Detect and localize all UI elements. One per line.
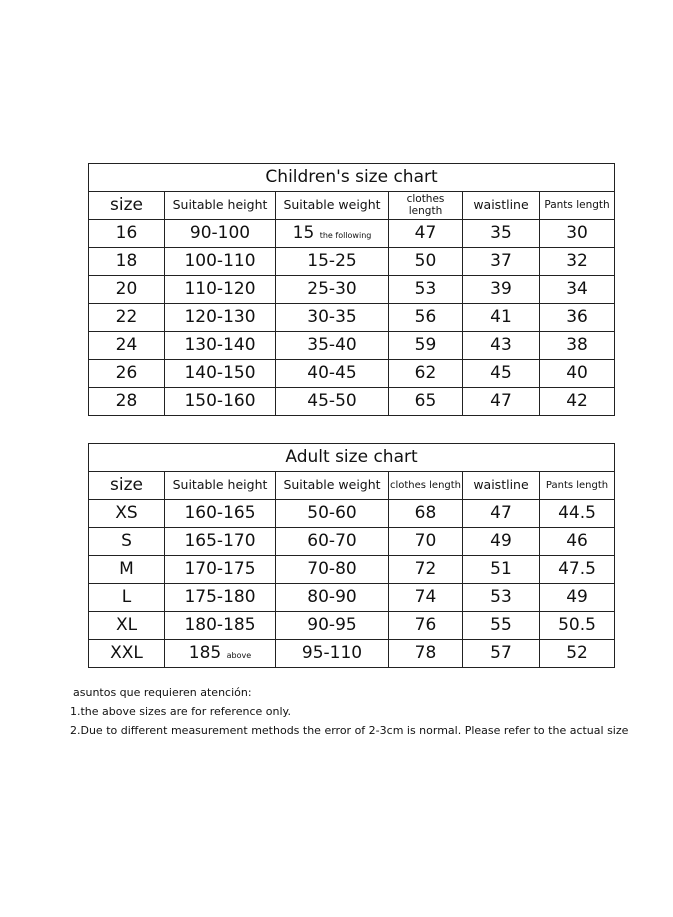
clothes-length-cell-value: 72: [414, 559, 437, 579]
weight-cell: [276, 332, 389, 360]
size-cell: [89, 640, 165, 668]
weight-cell-value: 90-95: [307, 615, 357, 635]
height-cell-value: 130-140: [184, 335, 256, 355]
pants-length-cell-value: 30: [566, 223, 588, 243]
weight-cell: [276, 640, 389, 668]
table-row: [89, 248, 615, 276]
height-cell-value: 170-175: [184, 559, 256, 579]
clothes-length-cell: [389, 612, 463, 640]
waistline-cell: [463, 584, 540, 612]
clothes-length-cell-value: 47: [414, 223, 437, 243]
weight-cell: [276, 528, 389, 556]
pants-length-cell: [540, 220, 615, 248]
height-cell: [165, 220, 276, 248]
waistline-cell: [463, 248, 540, 276]
height-cell-value: 150-160: [184, 391, 256, 411]
adult-size-chart: [88, 443, 615, 668]
size-cell-value: 26: [115, 363, 138, 383]
size-cell-value: XXL: [110, 643, 143, 663]
pants-length-cell: [540, 276, 615, 304]
pants-length-cell: [540, 612, 615, 640]
weight-cell-value: 95-110: [301, 643, 363, 663]
pants-length-cell-value: 42: [566, 391, 588, 411]
clothes-length-cell: [389, 332, 463, 360]
waistline-cell: [463, 360, 540, 388]
height-cell: [165, 528, 276, 556]
weight-cell: [276, 388, 389, 416]
header-row: [89, 192, 615, 220]
height-cell-value: 180-185: [184, 615, 256, 635]
chart-title: Adult size chart: [89, 444, 615, 472]
pants-length-cell: [540, 388, 615, 416]
table-row: [89, 220, 615, 248]
size-cell-value: 16: [115, 223, 138, 243]
size-cell-value: S: [121, 531, 132, 551]
table-row: [89, 640, 615, 668]
table-row: [89, 332, 615, 360]
pants-length-cell-value: 50.5: [558, 615, 596, 635]
size-cell-value: M: [119, 559, 134, 579]
waistline-cell: [463, 556, 540, 584]
children-size-chart: [88, 163, 615, 416]
size-cell: [89, 304, 165, 332]
height-cell: [165, 640, 276, 668]
table-row: [89, 612, 615, 640]
header-waistline: waistline: [463, 472, 540, 500]
pants-length-cell-value: 38: [566, 335, 588, 355]
clothes-length-cell-value: 70: [414, 531, 437, 551]
table-row: [89, 528, 615, 556]
pants-length-cell: [540, 500, 615, 528]
size-cell: [89, 500, 165, 528]
weight-cell: [276, 220, 389, 248]
waistline-cell-value: 49: [490, 531, 512, 551]
height-cell: [165, 584, 276, 612]
weight-cell-value: 15-25: [307, 251, 357, 271]
size-cell-value: 28: [115, 391, 138, 411]
height-cell: [165, 332, 276, 360]
header-clothes-length: clothes length: [389, 472, 463, 500]
pants-length-cell-value: 49: [566, 587, 588, 607]
size-cell-value: 18: [115, 251, 138, 271]
pants-length-cell-value: 44.5: [558, 503, 596, 523]
table-row: [89, 360, 615, 388]
clothes-length-cell: [389, 500, 463, 528]
height-cell: [165, 500, 276, 528]
waistline-cell-value: 47: [490, 503, 512, 523]
clothes-length-cell: [389, 276, 463, 304]
waistline-cell-value: 43: [490, 335, 512, 355]
weight-cell-value: 35-40: [307, 335, 357, 355]
height-cell-note: above: [226, 651, 252, 660]
size-cell: [89, 248, 165, 276]
size-cell: [89, 276, 165, 304]
height-cell: [165, 612, 276, 640]
clothes-length-cell-value: 68: [414, 503, 437, 523]
header-weight: Suitable weight: [276, 192, 389, 220]
height-cell-value: 160-165: [184, 503, 256, 523]
header-row: [89, 472, 615, 500]
weight-cell: [276, 584, 389, 612]
weight-cell-value: 80-90: [307, 587, 357, 607]
weight-cell-value: 50-60: [307, 503, 357, 523]
weight-cell: [276, 500, 389, 528]
weight-cell-note: the following: [319, 231, 372, 240]
waistline-cell-value: 53: [490, 587, 512, 607]
weight-cell: [276, 304, 389, 332]
size-cell: [89, 612, 165, 640]
size-cell: [89, 360, 165, 388]
clothes-length-cell-value: 62: [414, 363, 437, 383]
clothes-length-cell: [389, 528, 463, 556]
pants-length-cell-value: 40: [566, 363, 588, 383]
waistline-cell-value: 35: [490, 223, 512, 243]
waistline-cell-value: 51: [490, 559, 512, 579]
weight-cell-value: 70-80: [307, 559, 357, 579]
weight-cell: [276, 248, 389, 276]
waistline-cell: [463, 612, 540, 640]
pants-length-cell-value: 32: [566, 251, 588, 271]
size-cell-value: L: [121, 587, 132, 607]
pants-length-cell: [540, 584, 615, 612]
pants-length-cell-value: 34: [566, 279, 588, 299]
weight-cell-value: 60-70: [307, 531, 357, 551]
waistline-cell: [463, 640, 540, 668]
weight-cell-value: 45-50: [307, 391, 357, 411]
header-weight: Suitable weight: [276, 472, 389, 500]
size-cell-value: 24: [115, 335, 138, 355]
height-cell: [165, 248, 276, 276]
height-cell-value: 140-150: [184, 363, 256, 383]
weight-cell-value: 40-45: [307, 363, 357, 383]
waistline-cell-value: 47: [490, 391, 512, 411]
note-line-2: 2.Due to different measurement methods the error of 2-3cm is normal. Please refer to the actual size: [70, 724, 629, 737]
waistline-cell-value: 55: [490, 615, 512, 635]
waistline-cell-value: 37: [490, 251, 512, 271]
clothes-length-cell: [389, 360, 463, 388]
header-size: size: [89, 192, 165, 220]
waistline-cell-value: 41: [490, 307, 512, 327]
height-cell: [165, 276, 276, 304]
waistline-cell: [463, 304, 540, 332]
size-cell: [89, 332, 165, 360]
waistline-cell-value: 45: [490, 363, 512, 383]
header-height: Suitable height: [165, 192, 276, 220]
weight-cell-value: 30-35: [307, 307, 357, 327]
height-cell: [165, 388, 276, 416]
pants-length-cell: [540, 556, 615, 584]
size-cell: [89, 528, 165, 556]
clothes-length-cell: [389, 220, 463, 248]
height-cell-value: 175-180: [184, 587, 256, 607]
header-height: Suitable height: [165, 472, 276, 500]
height-cell-value: 110-120: [184, 279, 256, 299]
pants-length-cell-value: 36: [566, 307, 588, 327]
waistline-cell: [463, 332, 540, 360]
table-row: [89, 556, 615, 584]
waistline-cell: [463, 528, 540, 556]
table-row: [89, 276, 615, 304]
waistline-cell: [463, 388, 540, 416]
clothes-length-cell: [389, 304, 463, 332]
height-cell-value: 165-170: [184, 531, 256, 551]
clothes-length-cell: [389, 640, 463, 668]
size-cell: [89, 556, 165, 584]
clothes-length-cell-value: 78: [414, 643, 437, 663]
size-cell-value: XL: [115, 615, 138, 635]
clothes-length-cell: [389, 248, 463, 276]
header-pants-length: Pants length: [540, 472, 615, 500]
header-waistline: waistline: [463, 192, 540, 220]
height-cell: [165, 360, 276, 388]
height-cell: [165, 304, 276, 332]
header-pants-length: Pants length: [540, 192, 615, 220]
notes: [70, 683, 628, 740]
pants-length-cell: [540, 332, 615, 360]
header-clothes-length: clothes length: [389, 192, 463, 220]
waistline-cell: [463, 500, 540, 528]
height-cell-value: 185: [188, 643, 222, 663]
clothes-length-cell-value: 74: [414, 587, 437, 607]
size-cell: [89, 220, 165, 248]
table-row: [89, 584, 615, 612]
pants-length-cell: [540, 248, 615, 276]
clothes-length-cell-value: 56: [414, 307, 437, 327]
waistline-cell: [463, 220, 540, 248]
clothes-length-cell-value: 76: [414, 615, 437, 635]
size-cell: [89, 584, 165, 612]
clothes-length-cell-value: 50: [414, 251, 437, 271]
chart-title: Children's size chart: [89, 164, 615, 192]
waistline-cell: [463, 276, 540, 304]
height-cell-value: 90-100: [189, 223, 251, 243]
weight-cell: [276, 612, 389, 640]
height-cell-value: 120-130: [184, 307, 256, 327]
height-cell: [165, 556, 276, 584]
weight-cell-value: 25-30: [307, 279, 357, 299]
waistline-cell-value: 57: [490, 643, 512, 663]
weight-cell: [276, 556, 389, 584]
clothes-length-cell-value: 53: [414, 279, 437, 299]
clothes-length-cell: [389, 556, 463, 584]
clothes-length-cell: [389, 388, 463, 416]
table-row: [89, 500, 615, 528]
note-line-1: 1.the above sizes are for reference only.: [70, 705, 291, 718]
clothes-length-cell-value: 59: [414, 335, 437, 355]
pants-length-cell: [540, 304, 615, 332]
weight-cell: [276, 360, 389, 388]
notes-heading: asuntos que requieren atención:: [73, 686, 252, 699]
pants-length-cell: [540, 528, 615, 556]
size-cell-value: 20: [115, 279, 138, 299]
header-size: size: [89, 472, 165, 500]
waistline-cell-value: 39: [490, 279, 512, 299]
pants-length-cell-value: 47.5: [558, 559, 596, 579]
size-cell-value: 22: [115, 307, 138, 327]
clothes-length-cell: [389, 584, 463, 612]
pants-length-cell: [540, 640, 615, 668]
clothes-length-cell-value: 65: [414, 391, 437, 411]
table-row: [89, 388, 615, 416]
pants-length-cell-value: 46: [566, 531, 588, 551]
size-cell-value: XS: [115, 503, 138, 523]
table-row: [89, 304, 615, 332]
pants-length-cell: [540, 360, 615, 388]
pants-length-cell-value: 52: [566, 643, 588, 663]
weight-cell-value: 15: [292, 223, 315, 243]
size-cell: [89, 388, 165, 416]
height-cell-value: 100-110: [184, 251, 256, 271]
weight-cell: [276, 276, 389, 304]
